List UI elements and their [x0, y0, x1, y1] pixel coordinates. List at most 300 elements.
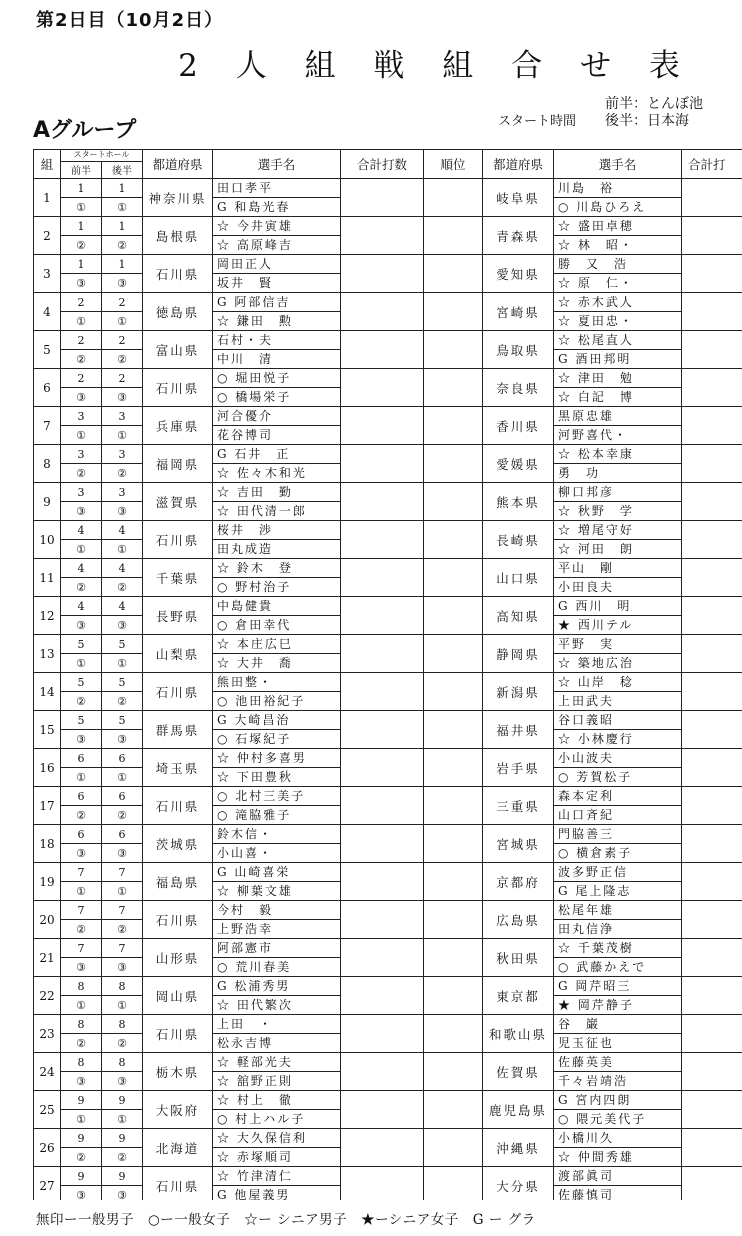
start-first-order: ② — [61, 920, 102, 939]
start-second-order: ① — [102, 996, 143, 1015]
prefecture-2: 宮城県 — [483, 825, 554, 863]
total-score-2 — [682, 369, 742, 407]
total-score — [341, 1015, 424, 1053]
total-score-2 — [682, 255, 742, 293]
start-first: 9 — [61, 1129, 102, 1148]
start-first: 2 — [61, 293, 102, 312]
player-name-2: ☆ 河田 朗 — [554, 540, 682, 559]
table-row — [34, 293, 742, 312]
group-number: 20 — [34, 901, 61, 939]
total-score-2 — [682, 749, 742, 787]
group-number: 12 — [34, 597, 61, 635]
start-first: 8 — [61, 977, 102, 996]
group-number: 13 — [34, 635, 61, 673]
prefecture-2: 鹿児島県 — [483, 1091, 554, 1129]
total-score-2 — [682, 445, 742, 483]
total-score-2 — [682, 1167, 742, 1201]
rank — [424, 825, 483, 863]
start-second: 5 — [102, 635, 143, 654]
total-score-2 — [682, 521, 742, 559]
col-rank: 順位 — [424, 150, 483, 179]
prefecture: 石川県 — [143, 521, 213, 559]
player-name: 河合優介 — [213, 407, 341, 426]
prefecture-2: 宮崎県 — [483, 293, 554, 331]
group-number: 23 — [34, 1015, 61, 1053]
total-score-2 — [682, 1015, 742, 1053]
start-second-order: ③ — [102, 274, 143, 293]
player-name: 桜井 渉 — [213, 521, 341, 540]
start-second-order: ① — [102, 654, 143, 673]
player-name-2: ☆ 秋野 学 — [554, 502, 682, 521]
total-score — [341, 901, 424, 939]
player-name-2: ○ 川島ひろえ — [554, 198, 682, 217]
second-half-course: 後半：日本海 — [605, 113, 689, 129]
prefecture-2: 愛媛県 — [483, 445, 554, 483]
player-name-2: 小田良夫 — [554, 578, 682, 597]
start-first-order: ① — [61, 426, 102, 445]
player-name-2: ○ 隈元美代子 — [554, 1110, 682, 1129]
start-second-order: ③ — [102, 1072, 143, 1091]
player-name-2: 波多野正信 — [554, 863, 682, 882]
start-second-order: ② — [102, 464, 143, 483]
col-prefecture: 都道府県 — [143, 150, 213, 179]
player-name: ☆ 仲村多喜男 — [213, 749, 341, 768]
player-name: G 他屋義男 — [213, 1186, 341, 1201]
group-number: 3 — [34, 255, 61, 293]
start-second-order: ③ — [102, 958, 143, 977]
start-first: 7 — [61, 901, 102, 920]
player-name: ☆ 鎌田 勲 — [213, 312, 341, 331]
start-first: 3 — [61, 483, 102, 502]
group-number: 2 — [34, 217, 61, 255]
total-score-2 — [682, 825, 742, 863]
start-second-order: ③ — [102, 616, 143, 635]
start-first-order: ③ — [61, 616, 102, 635]
table-row — [34, 483, 742, 502]
start-second: 5 — [102, 673, 143, 692]
player-name: 中川 清 — [213, 350, 341, 369]
start-first-order: ② — [61, 464, 102, 483]
player-name-2: 勇 功 — [554, 464, 682, 483]
player-name-2: ☆ 増尾守好 — [554, 521, 682, 540]
player-name: G 大崎昌治 — [213, 711, 341, 730]
start-first: 6 — [61, 825, 102, 844]
total-score — [341, 635, 424, 673]
player-name-2: ☆ 原 仁・ — [554, 274, 682, 293]
total-score-2 — [682, 901, 742, 939]
player-name: ○ 野村治子 — [213, 578, 341, 597]
player-name: ☆ 鈴木 登 — [213, 559, 341, 578]
prefecture-2: 福井県 — [483, 711, 554, 749]
rank — [424, 939, 483, 977]
player-name-2: ☆ 盛田卓穂 — [554, 217, 682, 236]
start-first-order: ② — [61, 692, 102, 711]
prefecture: 石川県 — [143, 255, 213, 293]
player-name: ☆ 舘野正則 — [213, 1072, 341, 1091]
player-name: ○ 倉田幸代 — [213, 616, 341, 635]
total-score — [341, 977, 424, 1015]
total-score-2 — [682, 179, 742, 217]
total-score — [341, 255, 424, 293]
player-name-2: ☆ 千葉茂樹 — [554, 939, 682, 958]
pairings-table-wrapper — [33, 149, 742, 1200]
start-first: 8 — [61, 1053, 102, 1072]
start-second-order: ② — [102, 1148, 143, 1167]
start-second-order: ② — [102, 806, 143, 825]
player-name: G 和島光春 — [213, 198, 341, 217]
prefecture: 石川県 — [143, 673, 213, 711]
start-second: 3 — [102, 445, 143, 464]
prefecture: 石川県 — [143, 901, 213, 939]
start-second-order: ① — [102, 540, 143, 559]
start-second-order: ③ — [102, 844, 143, 863]
prefecture-2: 岩手県 — [483, 749, 554, 787]
start-first-order: ③ — [61, 388, 102, 407]
player-name: ☆ 大井 喬 — [213, 654, 341, 673]
group-number: 19 — [34, 863, 61, 901]
player-name-2: 平山 剛 — [554, 559, 682, 578]
total-score — [341, 749, 424, 787]
table-row — [34, 673, 742, 692]
prefecture-2: 高知県 — [483, 597, 554, 635]
start-second-order: ② — [102, 692, 143, 711]
start-second: 4 — [102, 521, 143, 540]
group-number: 1 — [34, 179, 61, 217]
player-name: 阿部憲市 — [213, 939, 341, 958]
col-start-hole: スタートホール — [61, 150, 143, 162]
table-row — [34, 939, 742, 958]
prefecture-2: 山口県 — [483, 559, 554, 597]
rank — [424, 863, 483, 901]
total-score-2 — [682, 673, 742, 711]
prefecture: 茨城県 — [143, 825, 213, 863]
prefecture-2: 長崎県 — [483, 521, 554, 559]
start-second-order: ① — [102, 882, 143, 901]
player-name-2: 河野喜代・ — [554, 426, 682, 445]
start-first: 2 — [61, 331, 102, 350]
table-row — [34, 407, 742, 426]
start-second-order: ② — [102, 1034, 143, 1053]
start-second-order: ② — [102, 236, 143, 255]
prefecture: 滋賀県 — [143, 483, 213, 521]
prefecture: 千葉県 — [143, 559, 213, 597]
total-score — [341, 407, 424, 445]
player-name-2: 渡部眞司 — [554, 1167, 682, 1186]
start-second: 3 — [102, 407, 143, 426]
start-first: 9 — [61, 1091, 102, 1110]
rank — [424, 901, 483, 939]
start-second-order: ② — [102, 350, 143, 369]
start-second: 2 — [102, 369, 143, 388]
rank — [424, 1015, 483, 1053]
rank — [424, 673, 483, 711]
start-first: 5 — [61, 673, 102, 692]
total-score-2 — [682, 331, 742, 369]
player-name-2: 山口斉紀 — [554, 806, 682, 825]
start-second: 3 — [102, 483, 143, 502]
pairings-table — [33, 149, 742, 1200]
group-number: 18 — [34, 825, 61, 863]
col-player-2: 選手名 — [554, 150, 682, 179]
start-first: 6 — [61, 749, 102, 768]
table-row — [34, 521, 742, 540]
player-name: 鈴木信・ — [213, 825, 341, 844]
start-second: 2 — [102, 331, 143, 350]
total-score — [341, 521, 424, 559]
start-first-order: ① — [61, 654, 102, 673]
table-row — [34, 559, 742, 578]
player-name-2: ○ 芳賀松子 — [554, 768, 682, 787]
table-row — [34, 331, 742, 350]
prefecture: 埼玉県 — [143, 749, 213, 787]
start-first: 7 — [61, 939, 102, 958]
prefecture: 石川県 — [143, 787, 213, 825]
start-first: 9 — [61, 1167, 102, 1186]
total-score-2 — [682, 559, 742, 597]
player-name: 今村 毅 — [213, 901, 341, 920]
prefecture-2: 奈良県 — [483, 369, 554, 407]
prefecture: 長野県 — [143, 597, 213, 635]
total-score — [341, 863, 424, 901]
prefecture-2: 佐賀県 — [483, 1053, 554, 1091]
prefecture-2: 沖縄県 — [483, 1129, 554, 1167]
table-row — [34, 217, 742, 236]
player-name: 松永吉博 — [213, 1034, 341, 1053]
prefecture: 山形県 — [143, 939, 213, 977]
player-name-2: 小山波夫 — [554, 749, 682, 768]
player-name-2: ★ 西川テル — [554, 616, 682, 635]
total-score — [341, 1053, 424, 1091]
player-name-2: ☆ 松尾直人 — [554, 331, 682, 350]
rank — [424, 369, 483, 407]
start-second: 1 — [102, 255, 143, 274]
rank — [424, 711, 483, 749]
player-name-2: ☆ 山岸 稔 — [554, 673, 682, 692]
player-name: ☆ 吉田 勤 — [213, 483, 341, 502]
player-name: 小山喜・ — [213, 844, 341, 863]
start-second: 4 — [102, 597, 143, 616]
start-first-order: ① — [61, 198, 102, 217]
start-first-order: ③ — [61, 958, 102, 977]
start-second: 9 — [102, 1129, 143, 1148]
start-second-order: ③ — [102, 502, 143, 521]
start-first: 3 — [61, 407, 102, 426]
legend: 無印ー一般男子 ○ー一般女子 ☆ー シニア男子 ★ーシニア女子 G ー グラ — [36, 1212, 536, 1228]
table-row — [34, 1129, 742, 1148]
player-name: G 阿部信吉 — [213, 293, 341, 312]
start-second-order: ① — [102, 198, 143, 217]
table-row — [34, 825, 742, 844]
player-name: ○ 滝脇雅子 — [213, 806, 341, 825]
player-name-2: 佐藤慎司 — [554, 1186, 682, 1201]
start-first: 2 — [61, 369, 102, 388]
start-second: 6 — [102, 787, 143, 806]
prefecture: 神奈川県 — [143, 179, 213, 217]
col-first-half: 前半 — [61, 161, 102, 178]
total-score — [341, 825, 424, 863]
player-name-2: 田丸信浄 — [554, 920, 682, 939]
start-first: 5 — [61, 711, 102, 730]
prefecture: 兵庫県 — [143, 407, 213, 445]
rank — [424, 1167, 483, 1201]
start-first-order: ② — [61, 1148, 102, 1167]
player-name-2: G 宮内四朗 — [554, 1091, 682, 1110]
total-score — [341, 597, 424, 635]
player-name-2: 上田武夫 — [554, 692, 682, 711]
start-first-order: ② — [61, 806, 102, 825]
start-second: 9 — [102, 1091, 143, 1110]
start-first: 4 — [61, 521, 102, 540]
group-number: 5 — [34, 331, 61, 369]
player-name: ○ 北村三美子 — [213, 787, 341, 806]
player-name: G 山崎喜栄 — [213, 863, 341, 882]
start-first: 8 — [61, 1015, 102, 1034]
player-name-2: ☆ 松本幸康 — [554, 445, 682, 464]
group-number: 16 — [34, 749, 61, 787]
player-name-2: 森本定利 — [554, 787, 682, 806]
group-label: Aグループ — [33, 118, 137, 143]
prefecture: 石川県 — [143, 369, 213, 407]
rank — [424, 217, 483, 255]
player-name: ☆ 佐々木和光 — [213, 464, 341, 483]
player-name: ☆ 大久保信利 — [213, 1129, 341, 1148]
total-score-2 — [682, 787, 742, 825]
prefecture-2: 香川県 — [483, 407, 554, 445]
start-second-order: ③ — [102, 388, 143, 407]
group-number: 4 — [34, 293, 61, 331]
total-score-2 — [682, 939, 742, 977]
total-score-2 — [682, 597, 742, 635]
player-name: ☆ 本庄広巳 — [213, 635, 341, 654]
col-group: 組 — [34, 150, 61, 179]
start-first-order: ① — [61, 882, 102, 901]
player-name: ☆ 軽部光夫 — [213, 1053, 341, 1072]
total-score — [341, 939, 424, 977]
player-name: 岡田正人 — [213, 255, 341, 274]
prefecture: 岡山県 — [143, 977, 213, 1015]
page-title: 2 人 組 戦 組 合 せ 表 — [178, 48, 694, 84]
player-name-2: 千々岩靖浩 — [554, 1072, 682, 1091]
player-name: ○ 池田裕紀子 — [213, 692, 341, 711]
table-row — [34, 749, 742, 768]
start-first-order: ② — [61, 1034, 102, 1053]
start-first: 3 — [61, 445, 102, 464]
player-name: ○ 石塚紀子 — [213, 730, 341, 749]
prefecture-2: 秋田県 — [483, 939, 554, 977]
group-number: 17 — [34, 787, 61, 825]
start-first: 1 — [61, 179, 102, 198]
start-first-order: ② — [61, 578, 102, 597]
group-number: 21 — [34, 939, 61, 977]
table-row — [34, 977, 742, 996]
total-score — [341, 673, 424, 711]
col-total: 合計打数 — [341, 150, 424, 179]
group-number: 7 — [34, 407, 61, 445]
player-name-2: 谷 巌 — [554, 1015, 682, 1034]
player-name: 坂井 賢 — [213, 274, 341, 293]
start-first: 6 — [61, 787, 102, 806]
rank — [424, 635, 483, 673]
start-first-order: ② — [61, 350, 102, 369]
rank — [424, 559, 483, 597]
prefecture-2: 大分県 — [483, 1167, 554, 1201]
table-row — [34, 711, 742, 730]
player-name-2: ☆ 仲間秀雄 — [554, 1148, 682, 1167]
player-name-2: ☆ 小林慶行 — [554, 730, 682, 749]
table-row — [34, 1091, 742, 1110]
group-number: 27 — [34, 1167, 61, 1201]
prefecture: 島根県 — [143, 217, 213, 255]
group-number: 6 — [34, 369, 61, 407]
first-half-course: 前半：とんぼ池 — [605, 96, 703, 112]
prefecture: 石川県 — [143, 1167, 213, 1201]
rank — [424, 407, 483, 445]
group-number: 15 — [34, 711, 61, 749]
table-row — [34, 635, 742, 654]
start-second-order: ② — [102, 578, 143, 597]
start-second-order: ① — [102, 1110, 143, 1129]
player-name-2: G 尾上隆志 — [554, 882, 682, 901]
player-name-2: 川島 裕 — [554, 179, 682, 198]
player-name: 田口孝平 — [213, 179, 341, 198]
start-time-label: スタート時間 — [498, 114, 577, 129]
day-label: 第2日目（10月2日） — [36, 10, 224, 31]
player-name: ○ 村上ハル子 — [213, 1110, 341, 1129]
rank — [424, 1053, 483, 1091]
total-score-2 — [682, 407, 742, 445]
player-name-2: 小橋川久 — [554, 1129, 682, 1148]
total-score-2 — [682, 977, 742, 1015]
player-name: 花谷博司 — [213, 426, 341, 445]
col-player: 選手名 — [213, 150, 341, 179]
prefecture-2: 鳥取県 — [483, 331, 554, 369]
group-number: 14 — [34, 673, 61, 711]
player-name: 上田 ・ — [213, 1015, 341, 1034]
player-name-2: G 酒田邦明 — [554, 350, 682, 369]
col-prefecture-2: 都道府県 — [483, 150, 554, 179]
total-score-2 — [682, 863, 742, 901]
prefecture-2: 静岡県 — [483, 635, 554, 673]
player-name-2: 勝 又 浩 — [554, 255, 682, 274]
prefecture: 大阪府 — [143, 1091, 213, 1129]
total-score — [341, 1091, 424, 1129]
player-name-2: G 西川 明 — [554, 597, 682, 616]
rank — [424, 977, 483, 1015]
start-second: 7 — [102, 901, 143, 920]
total-score-2 — [682, 293, 742, 331]
start-second: 7 — [102, 939, 143, 958]
table-row — [34, 179, 742, 198]
start-second: 8 — [102, 977, 143, 996]
start-second: 4 — [102, 559, 143, 578]
total-score — [341, 711, 424, 749]
group-number: 26 — [34, 1129, 61, 1167]
total-score — [341, 369, 424, 407]
prefecture: 栃木県 — [143, 1053, 213, 1091]
table-row — [34, 901, 742, 920]
prefecture: 福島県 — [143, 863, 213, 901]
player-name-2: 柳口邦彦 — [554, 483, 682, 502]
player-name: 石村・夫 — [213, 331, 341, 350]
start-first: 1 — [61, 255, 102, 274]
table-row — [34, 369, 742, 388]
player-name-2: 門脇善三 — [554, 825, 682, 844]
start-first-order: ② — [61, 236, 102, 255]
rank — [424, 787, 483, 825]
rank — [424, 331, 483, 369]
start-first-order: ① — [61, 540, 102, 559]
player-name-2: ○ 横倉素子 — [554, 844, 682, 863]
